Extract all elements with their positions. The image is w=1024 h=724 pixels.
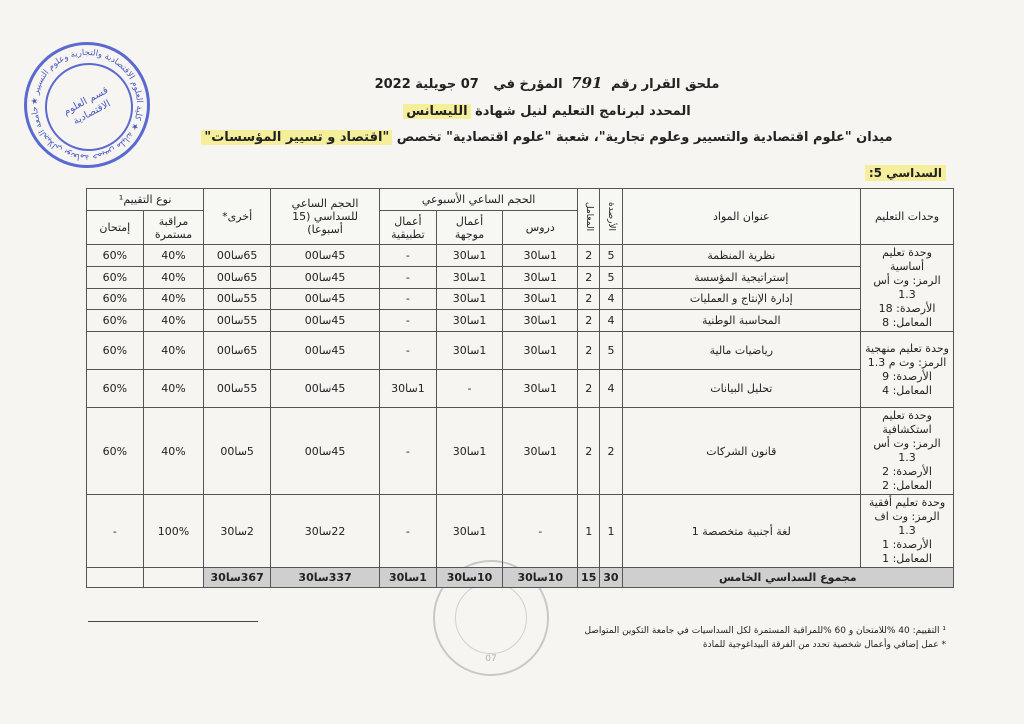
total-td: 10سا30 (436, 568, 503, 588)
credits-cell: 4 (600, 288, 622, 310)
continuous-cell: 100% (143, 495, 204, 568)
coef-cell: 2 (578, 288, 600, 310)
td-cell: 1سا30 (436, 266, 503, 288)
td-cell: 1سا30 (436, 288, 503, 310)
td-cell: 1سا30 (436, 245, 503, 267)
tp-cell: - (380, 332, 437, 370)
lectures-cell: 1سا30 (503, 310, 578, 332)
lectures-cell: 1سا30 (503, 332, 578, 370)
continuous-cell: 40% (143, 310, 204, 332)
tp-cell: - (380, 288, 437, 310)
continuous-cell: 40% (143, 332, 204, 370)
unit-title: وحدة تعليم استكشافية (882, 409, 932, 436)
exam-cell: 60% (87, 332, 144, 370)
field-prefix: ميدان "علوم اقتصادية والتسيير وعلوم تجارية"، شعبة "علوم اقتصادية" تخصص (396, 130, 893, 145)
credits-cell: 2 (600, 408, 622, 495)
table-row (87, 245, 954, 267)
unit-cell (861, 495, 954, 568)
unit-code: الرمز: وت أس 1.3 (873, 437, 941, 464)
total-credits: 30 (600, 568, 622, 588)
total-other: 367سا30 (204, 568, 271, 588)
unit-coef: المعامل: 1 (882, 552, 932, 565)
unit-title: وحدة تعليم منهجية (865, 341, 949, 355)
lectures-cell: 1سا30 (503, 288, 578, 310)
other-cell: 55سا00 (204, 370, 271, 408)
header-continuous: مراقبة مستمرة (143, 211, 204, 245)
table-row (87, 370, 954, 408)
total-empty-cell (87, 568, 144, 588)
unit-coef: المعامل: 8 (882, 316, 932, 329)
tp-cell: 1سا30 (380, 370, 437, 408)
lectures-cell: 1سا30 (503, 245, 578, 267)
coef-cell: 1 (578, 495, 600, 568)
header-semester-volume: الحجم الساعي للسداسي (15 أسبوعا) (270, 189, 379, 245)
header-tp: أعمال تطبيقية (380, 211, 437, 245)
decree-number: 791 (571, 74, 603, 92)
continuous-cell: 40% (143, 408, 204, 495)
coef-cell: 2 (578, 332, 600, 370)
tp-cell: - (380, 408, 437, 495)
volume-cell: 45سا00 (270, 245, 379, 267)
exam-cell: 60% (87, 245, 144, 267)
unit-coef: المعامل: 2 (882, 479, 932, 492)
table-row (87, 288, 954, 310)
program-line (150, 104, 944, 119)
volume-cell: 45سا00 (270, 332, 379, 370)
credits-cell: 4 (600, 310, 622, 332)
total-label: مجموع السداسي الخامس (622, 568, 953, 588)
coef-cell: 2 (578, 408, 600, 495)
unit-code: الرمز: وت اف 1.3 (874, 510, 940, 537)
other-cell: 55سا00 (204, 288, 271, 310)
tp-cell: - (380, 310, 437, 332)
header-units: وحدات التعليم (861, 189, 954, 245)
total-lectures: 10سا30 (503, 568, 578, 588)
table-row (87, 266, 954, 288)
specialty-name: "اقتصاد و تسيير المؤسسات" (201, 130, 392, 145)
other-cell: 2سا30 (204, 495, 271, 568)
total-volume: 337سا30 (270, 568, 379, 588)
subject-cell: رياضيات مالية (622, 332, 860, 370)
subject-cell: إستراتيجية المؤسسة (622, 266, 860, 288)
degree-name: الليسانس (403, 104, 470, 119)
unit-credits: الأرصدة: 18 (878, 302, 936, 315)
other-cell: 65سا00 (204, 245, 271, 267)
continuous-cell: 40% (143, 266, 204, 288)
subject-cell: نظرية المنظمة (622, 245, 860, 267)
total-empty-cell (143, 568, 204, 588)
subject-cell: المحاسبة الوطنية (622, 310, 860, 332)
decree-line (150, 74, 944, 92)
td-cell: 1سا30 (436, 332, 503, 370)
unit-code: الرمز: وت م 1.3 (867, 355, 947, 369)
semester-label: السداسي 5: (865, 165, 946, 181)
header-evaluation: نوع التقييم¹ (87, 189, 204, 211)
volume-cell: 22سا30 (270, 495, 379, 568)
unit-credits: الأرصدة: 1 (882, 538, 932, 551)
td-cell: 1سا30 (436, 495, 503, 568)
td-cell: 1سا30 (436, 408, 503, 495)
table-row (87, 310, 954, 332)
unit-cell (861, 332, 954, 408)
other-cell: 5سا00 (204, 408, 271, 495)
other-cell: 65سا00 (204, 266, 271, 288)
footnote-other: * عمل إضافي وأعمال شخصية تحدد من الفرقة البيداغوجية للمادة (702, 640, 946, 650)
unit-title: وحدة تعليم أساسية (882, 246, 932, 273)
volume-cell: 45سا00 (270, 288, 379, 310)
decree-date: 07 جويلية 2022 (374, 77, 479, 92)
unit-credits: الأرصدة: 9 (882, 369, 932, 383)
coef-cell: 2 (578, 370, 600, 408)
subject-cell: لغة أجنبية متخصصة 1 (622, 495, 860, 568)
exam-cell: 60% (87, 288, 144, 310)
program-prefix: المحدد لبرنامج التعليم لنيل شهادة (475, 104, 691, 119)
unit-coef: المعامل: 4 (882, 383, 932, 397)
unit-credits: الأرصدة: 2 (882, 465, 932, 478)
lectures-cell: - (503, 495, 578, 568)
header-subject: عنوان المواد (622, 189, 860, 245)
total-row (87, 568, 954, 588)
coef-cell: 2 (578, 266, 600, 288)
credits-cell: 5 (600, 245, 622, 267)
table-row (87, 495, 954, 568)
header-other: أخرى* (204, 189, 271, 245)
header-exam: إمتحان (87, 211, 144, 245)
seal-number: 07 (485, 654, 497, 664)
volume-cell: 45سا00 (270, 266, 379, 288)
exam-cell: 60% (87, 266, 144, 288)
other-cell: 55سا00 (204, 310, 271, 332)
other-cell: 65سا00 (204, 332, 271, 370)
decree-prefix: ملحق القرار رقم (610, 77, 720, 92)
td-cell: - (436, 370, 503, 408)
lectures-cell: 1سا30 (503, 266, 578, 288)
header-credits: الأرصدة (600, 189, 622, 245)
unit-code: الرمز: وت أس 1.3 (873, 274, 941, 301)
table-row (87, 408, 954, 495)
subject-cell: إدارة الإنتاج و العمليات (622, 288, 860, 310)
unit-title: وحدة تعليم أفقية (868, 496, 946, 509)
coef-cell: 2 (578, 245, 600, 267)
exam-cell: 60% (87, 310, 144, 332)
tp-cell: - (380, 245, 437, 267)
total-tp: 1سا30 (380, 568, 437, 588)
volume-cell: 45سا00 (270, 370, 379, 408)
university-stamp (24, 42, 150, 168)
volume-cell: 45سا00 (270, 310, 379, 332)
stamp-outer-text: ★ جامعة الجيلالي بونعامة خميس مليانة ★ كلية العلوم الاقتصادية والتجارية وعلوم التسيير (29, 47, 145, 163)
credits-cell: 5 (600, 266, 622, 288)
exam-cell: 60% (87, 370, 144, 408)
exam-cell: 60% (87, 408, 144, 495)
credits-cell: 4 (600, 370, 622, 408)
continuous-cell: 40% (143, 370, 204, 408)
footnote-evaluation: ¹ التقييم: 40 %للامتحان و 60 %للمراقبة المستمرة لكل السداسيات في جامعة التكوين المتواصل (584, 626, 946, 636)
stamp-inner-text: قسم العلوم الاقتصادية (61, 84, 113, 128)
header-coef: المعامل (578, 189, 600, 245)
subject-cell: قانون الشركات (622, 408, 860, 495)
exam-cell: - (87, 495, 144, 568)
footnote-divider (88, 621, 258, 622)
coef-cell: 2 (578, 310, 600, 332)
continuous-cell: 40% (143, 288, 204, 310)
credits-cell: 1 (600, 495, 622, 568)
continuous-cell: 40% (143, 245, 204, 267)
seal-emblem-icon (455, 582, 527, 654)
field-line (150, 130, 944, 145)
lectures-cell: 1سا30 (503, 408, 578, 495)
subject-cell: تحليل البيانات (622, 370, 860, 408)
td-cell: 1سا30 (436, 310, 503, 332)
credits-cell: 5 (600, 332, 622, 370)
header-lectures: دروس (503, 211, 578, 245)
program-table (86, 188, 954, 588)
total-coef: 15 (578, 568, 600, 588)
lectures-cell: 1سا30 (503, 370, 578, 408)
header-weekly: الحجم الساعي الأسبوعي (380, 189, 578, 211)
unit-cell (861, 408, 954, 495)
tp-cell: - (380, 495, 437, 568)
table-row (87, 332, 954, 370)
decree-mid: المؤرخ في (493, 77, 563, 92)
header-td: أعمال موجهة (436, 211, 503, 245)
volume-cell: 45سا00 (270, 408, 379, 495)
unit-cell (861, 245, 954, 332)
tp-cell: - (380, 266, 437, 288)
